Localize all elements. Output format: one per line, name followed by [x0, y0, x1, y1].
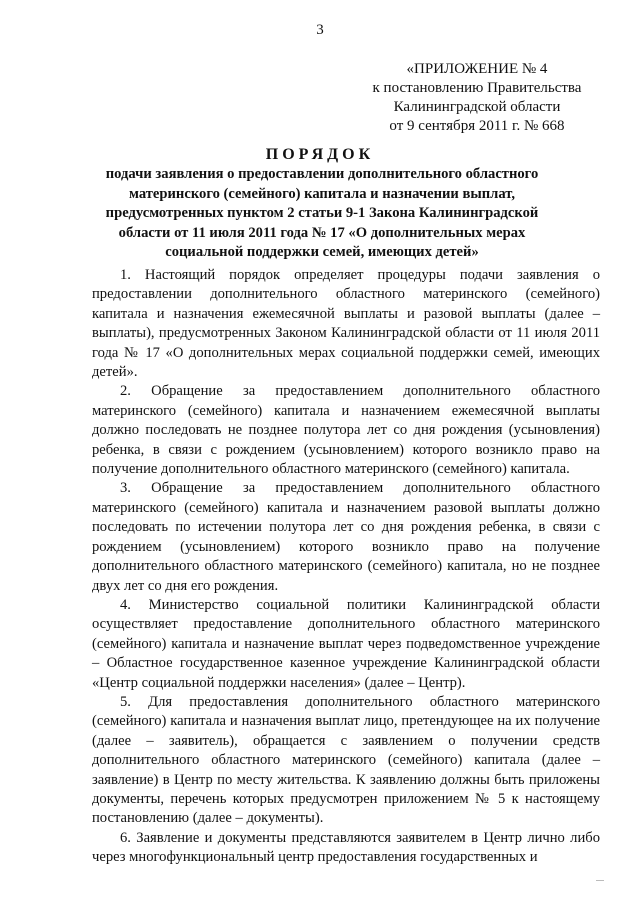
subtitle-line: материнского (семейного) капитала и назначении выплат,	[129, 185, 515, 202]
appendix-line: «ПРИЛОЖЕНИЕ № 4	[406, 61, 548, 77]
document-subtitle	[90, 165, 554, 263]
subtitle-line: подачи заявления о предоставлении дополнительного областного	[105, 166, 539, 182]
paragraph-1: 1. Настоящий порядок определяет процедуры подачи заявления о предоставлении дополнительного областного материнского (семейного) капитала и назначения ежемесячной выплаты и разовой выплаты (далее – выплаты), предусмотренных Законом Калининградской области от 11 июля 2011 года № 17 «О дополнительных мерах социальной поддержки семей, имеющих детей».	[92, 267, 600, 381]
paragraph-5: 5. Для предоставления дополнительного областного материнского (семейного) капитала и назначения выплат лицо, претендующее на их получение (далее – заявитель), обращается с заявлением о получении средств дополнительного областного материнского (семейного) капитала (далее – заявление) в Центр по месту жительства. К заявлению должны быть приложены документы, перечень которых предусмотрен приложением № 5 к настоящему постановлению (далее – документы).	[92, 693, 600, 827]
page-number: 3	[316, 22, 324, 38]
paragraph-6: 6. Заявление и документы представляются заявителем в Центр лично либо через многофункциональный центр предоставления государственных и	[92, 829, 600, 866]
paragraph-4: 4. Министерство социальной политики Калининградской области осуществляет предоставление дополнительного областного материнского (семейного) капитала и назначение выплат через подведомственное учреждение – Областное государственное казенное учреждение Калининградской области «Центр социальной поддержки населения» (далее – Центр).	[92, 596, 600, 691]
appendix-header	[362, 60, 592, 136]
paragraph-2: 2. Обращение за предоставлением дополнительного областного материнского (семейного) капитала и назначением ежемесячной выплаты должно последовать не позднее полутора лет со дня рождения (усыновления) ребенка, в связи с рождением (усыновлением) которого возникло право на получение дополнительного областного материнского (семейного) капитала.	[92, 383, 600, 478]
subtitle-line: предусмотренных пунктом 2 статьи 9-1 Закона Калининградской	[105, 205, 539, 221]
scan-edge-mark	[596, 880, 604, 881]
appendix-line: Калининградской области	[393, 99, 561, 115]
document-body	[92, 266, 600, 868]
paragraph-3: 3. Обращение за предоставлением дополнительного областного материнского (семейного) капитала и назначением разовой выплаты должно последовать по истечении полутора лет со дня рождения ребенка, в связи с рождением (усыновлением) которого возникло право на получение дополнительного областного материнского (семейного) капитала, но не позднее двух лет со дня его рождения.	[92, 480, 600, 594]
subtitle-line: области от 11 июля 2011 года № 17 «О дополнительных мерах	[118, 224, 526, 241]
document-title: ПОРЯДОК	[265, 146, 375, 163]
appendix-line: к постановлению Правительства	[372, 80, 582, 96]
subtitle-line: социальной поддержки семей, имеющих детей»	[165, 244, 479, 260]
appendix-line: от 9 сентября 2011 г. № 668	[389, 118, 565, 134]
